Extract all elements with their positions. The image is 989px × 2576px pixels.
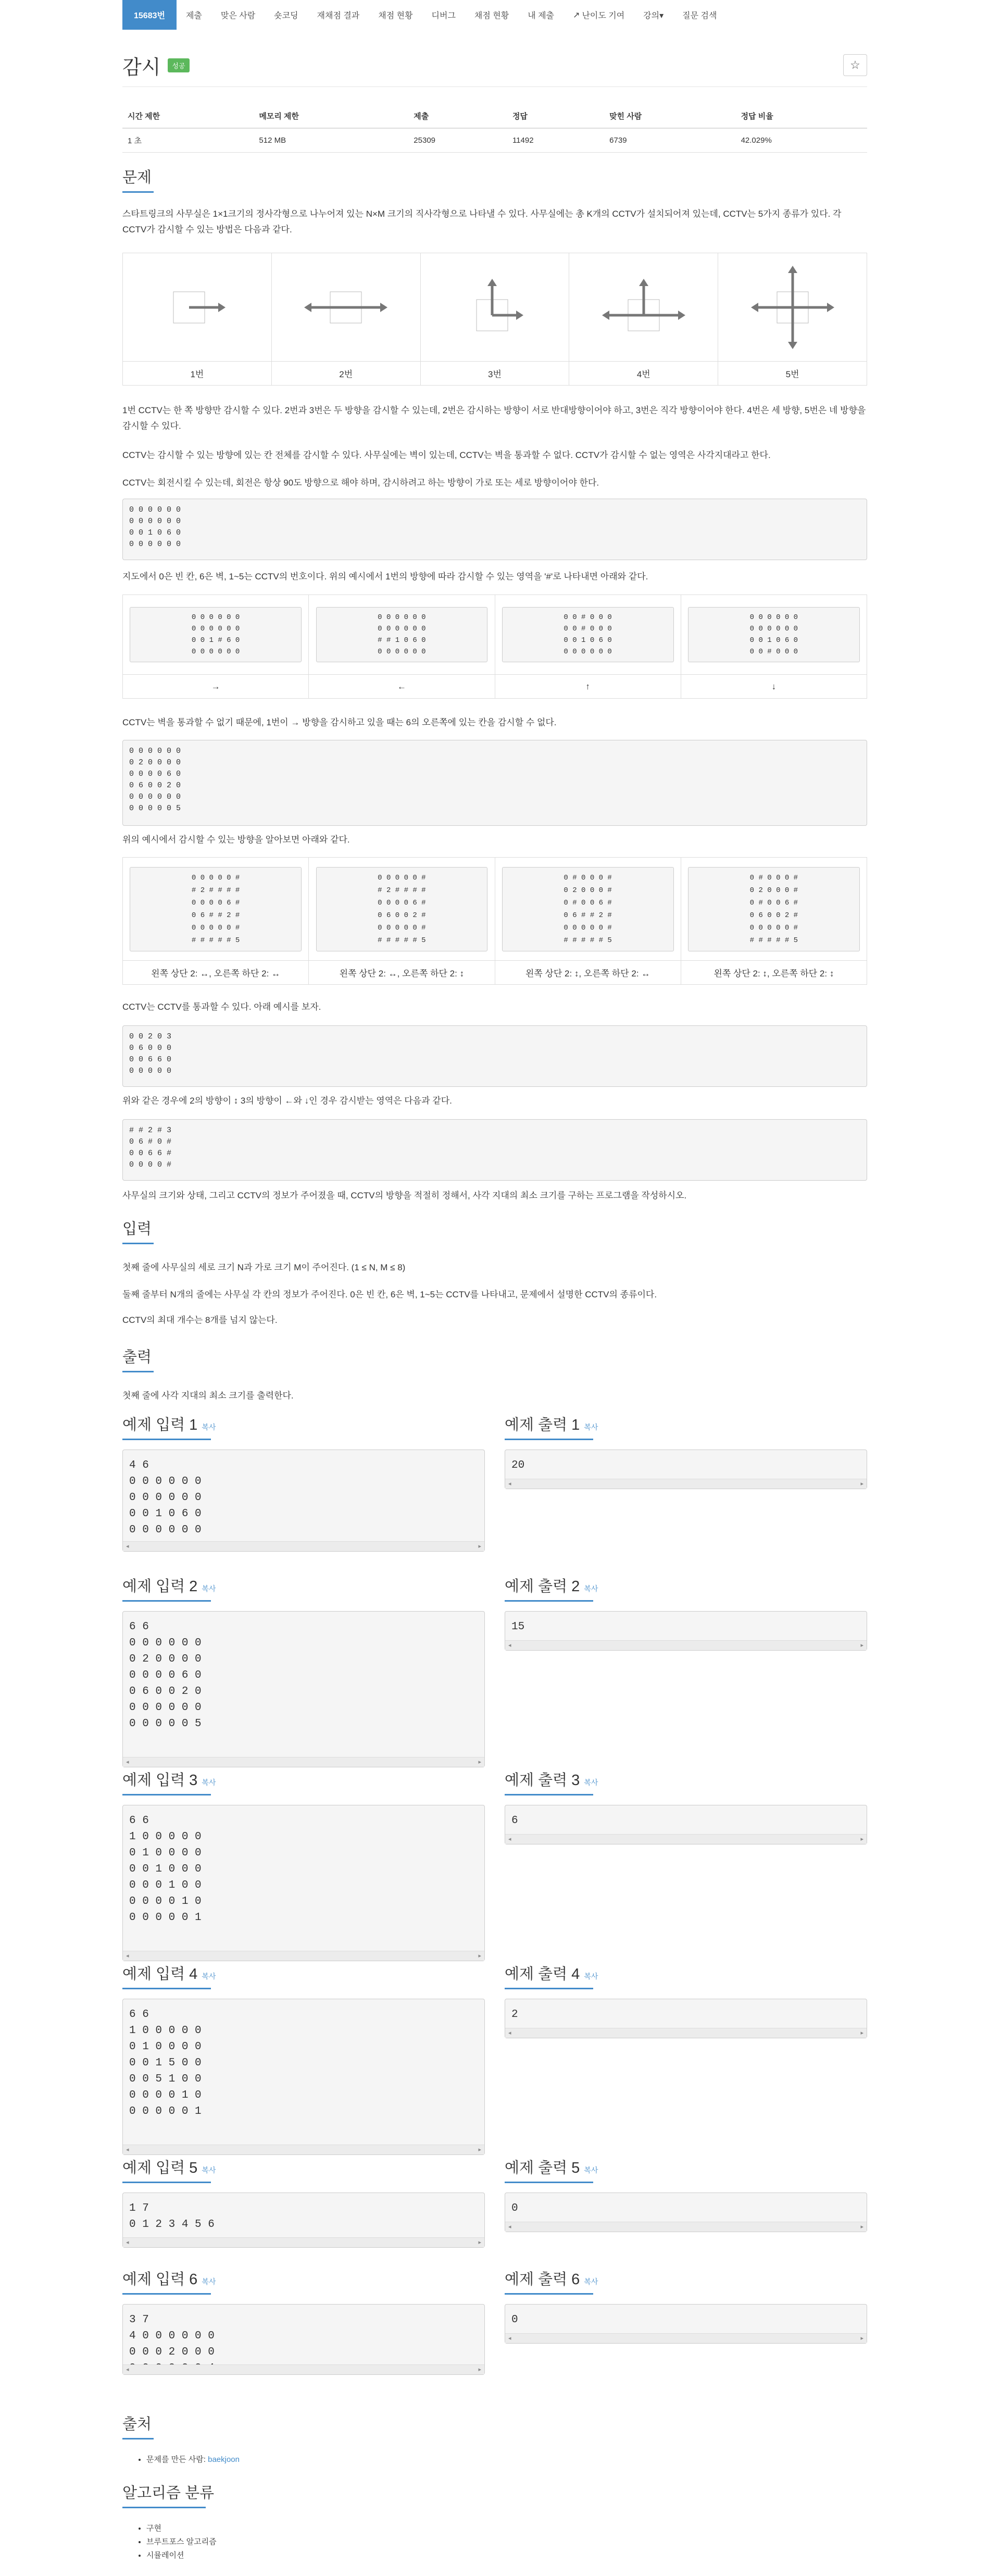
- sample-output-box[interactable]: 2 ◂ ▸: [505, 1999, 867, 2038]
- horizontal-scrollbar[interactable]: ◂ ▸: [505, 1479, 867, 1489]
- rotation-caption-2: 왼쪽 상단 2: ↔, 오른쪽 하단 2: ↕: [309, 961, 495, 984]
- page-title: 감시: [122, 56, 161, 79]
- horizontal-scrollbar[interactable]: ◂ ▸: [123, 2364, 484, 2374]
- input-desc-3: CCTV의 최대 개수는 8개를 넘지 않는다.: [122, 1315, 278, 1325]
- th-solvers: 맞힌 사람: [604, 104, 735, 128]
- copy-button[interactable]: 복사: [202, 2277, 216, 2286]
- direction-examples-figure: [122, 595, 867, 699]
- cctv-1-figure: [123, 253, 272, 361]
- copy-button[interactable]: 복사: [584, 1778, 598, 1787]
- direction-grid-left: 0 0 0 0 0 0 0 0 0 0 0 0 # # 1 0 6 0 0 0 0 0 0 0: [316, 607, 488, 662]
- th-time-limit: 시간 제한: [122, 104, 254, 128]
- td-solvers: 6739: [604, 128, 735, 153]
- td-accepted: 11492: [507, 128, 604, 153]
- cctv-2-figure: [272, 253, 421, 361]
- direction-grid-up: 0 0 # 0 0 0 0 0 # 0 0 0 0 0 1 0 6 0 0 0 0 0 0 0: [502, 607, 674, 662]
- horizontal-scrollbar[interactable]: ◂ ▸: [505, 1640, 867, 1650]
- tab-judge-status[interactable]: 채점 현황: [474, 11, 509, 20]
- desc-p6: CCTV는 벽을 통과할 수 없기 때문에, 1번이 → 방향을 감시하고 있을 때는 6의 오른쪽에 있는 칸을 감시할 수 없다.: [122, 717, 557, 727]
- rotation-examples-figure: [122, 857, 867, 985]
- output-desc: 첫째 줄에 사각 지대의 최소 크기를 출력한다.: [122, 1391, 294, 1401]
- desc-p9: 위와 같은 경우에 2의 방향이 ↕ 3의 방향이 ←와 ↓인 경우 감시받는 영역은 다음과 같다.: [122, 1096, 452, 1106]
- copy-button[interactable]: 복사: [202, 1972, 216, 1980]
- sample-output-title: 예제 출력 1 복사: [505, 1413, 598, 1440]
- desc-p1: 스타트링크의 사무실은 1×1크기의 정사각형으로 나누어져 있는 N×M 크기의 직사각형으로 나타낼 수 있다. 사무실에는 총 K개의 CCTV가 설치되어져 있는데, CCTV는 5가지 종류가 있다. 각 CCTV가 감시할 수 있는 방법은 다음과 같다.: [122, 209, 842, 234]
- example-grid-1: 0 0 0 0 0 0 0 0 0 0 0 0 0 0 1 0 6 0 0 0 0 0 0 0: [122, 499, 867, 560]
- horizontal-scrollbar[interactable]: ◂ ▸: [123, 2237, 484, 2247]
- sample-output-box[interactable]: 0 ◂ ▸: [505, 2304, 867, 2344]
- tab-lecture[interactable]: 강의▾: [643, 11, 664, 20]
- sample-output-box[interactable]: 20 ◂ ▸: [505, 1450, 867, 1489]
- source-item: • 문제를 만든 사람: baekjoon: [146, 2453, 240, 2467]
- th-memory-limit: 메모리 제한: [254, 104, 408, 128]
- algorithm-item[interactable]: • 시뮬레이션: [146, 2549, 217, 2562]
- sample-output-title: 예제 출력 4 복사: [505, 1962, 598, 1989]
- cctv-label-2: 2번: [272, 362, 421, 385]
- tab-short-coding[interactable]: 숏코딩: [274, 11, 298, 20]
- page-title-row: [122, 52, 867, 78]
- horizontal-scrollbar[interactable]: ◂ ▸: [505, 2333, 867, 2343]
- sample-input-title: 예제 입력 4 복사: [122, 1962, 216, 1989]
- example-grid-2: 0 0 0 0 0 0 0 2 0 0 0 0 0 0 0 0 6 0 0 6 0 0 2 0 0 0 0 0 0 0 0 0 0 0 0 5: [122, 740, 867, 826]
- cctv-label-3: 3번: [421, 362, 570, 385]
- td-time-limit: 1 초: [122, 128, 254, 153]
- sample-input-title: 예제 입력 3 복사: [122, 1768, 216, 1795]
- sample-input-title: 예제 입력 5 복사: [122, 2156, 216, 2183]
- example-grid-4: # # 2 # 3 0 6 # 0 # 0 0 6 6 # 0 0 0 0 #: [122, 1119, 867, 1181]
- algorithm-list: [122, 2522, 217, 2562]
- sample-input-box[interactable]: 4 6 0 0 0 0 0 0 0 0 0 0 0 0 0 0 1 0 6 0 0 0 0 0 0 0 ◂ ▸: [122, 1450, 485, 1552]
- rotation-grid-4: 0 # 0 0 0 # 0 2 0 0 0 # 0 # 0 0 6 # 0 6 0 0 2 # 0 0 0 0 0 # # # # # # 5: [688, 867, 860, 951]
- rotation-caption-4: 왼쪽 상단 2: ↕, 오른쪽 하단 2: ↕: [713, 969, 834, 979]
- sample-input-title: 예제 입력 6 복사: [122, 2268, 216, 2295]
- sample-input-box[interactable]: 1 7 0 1 2 3 4 5 6 ◂ ▸: [122, 2193, 485, 2248]
- horizontal-scrollbar[interactable]: ◂ ▸: [123, 2145, 484, 2154]
- cctv-5-figure: [718, 253, 867, 361]
- section-source-title: 출처: [122, 2412, 154, 2439]
- tab-my-submissions[interactable]: 내 제출: [528, 11, 555, 20]
- copy-button[interactable]: 복사: [202, 2166, 216, 2174]
- th-submissions: 제출: [408, 104, 507, 128]
- section-algorithm-title: 알고리즘 분류: [122, 2481, 214, 2508]
- th-ratio: 정답 비율: [736, 104, 867, 128]
- rotation-grid-1: 0 0 0 0 0 # # 2 # # # # 0 0 0 0 6 # 0 6 # # 2 # 0 0 0 0 0 # # # # # # 5: [130, 867, 302, 951]
- horizontal-scrollbar[interactable]: ◂ ▸: [505, 2028, 867, 2038]
- direction-grid-right: 0 0 0 0 0 0 0 0 0 0 0 0 0 0 1 # 6 0 0 0 0 0 0 0: [130, 607, 302, 662]
- cctv-4-figure: [569, 253, 718, 361]
- copy-button[interactable]: 복사: [584, 2166, 598, 2174]
- input-desc-1: 첫째 줄에 사무실의 세로 크기 N과 가로 크기 M이 주어진다. (1 ≤ N, M ≤ 8): [122, 1262, 406, 1272]
- arrow-down-label: ↓: [771, 681, 777, 691]
- horizontal-scrollbar[interactable]: ◂ ▸: [123, 1541, 484, 1551]
- sample-input-title: 예제 입력 2 복사: [122, 1575, 216, 1602]
- status-badge: 성공: [168, 58, 189, 72]
- rotation-grid-3: 0 # 0 0 0 # 0 2 0 0 0 # 0 # 0 0 6 # 0 6 # # 2 # 0 0 0 0 0 # # # # # # 5: [502, 867, 674, 951]
- section-input-title: 입력: [122, 1217, 154, 1244]
- tab-submit[interactable]: 제출: [185, 11, 202, 20]
- example-grid-3: 0 0 2 0 3 0 6 0 0 0 0 0 6 6 0 0 0 0 0 0: [122, 1025, 867, 1087]
- sample-output-box[interactable]: 0 ◂ ▸: [505, 2193, 867, 2232]
- rotation-caption-3: 왼쪽 상단 2: ↕, 오른쪽 하단 2: ↔: [495, 961, 681, 984]
- divider: [122, 86, 867, 87]
- copy-button[interactable]: 복사: [202, 1423, 216, 1431]
- tab-question-search[interactable]: 질문 검색: [682, 11, 717, 20]
- copy-button[interactable]: 복사: [584, 1972, 598, 1980]
- algorithm-item[interactable]: • 구현: [146, 2522, 217, 2535]
- copy-button[interactable]: 복사: [584, 1423, 598, 1431]
- copy-button[interactable]: 복사: [584, 1584, 598, 1593]
- sample-output-title: 예제 출력 3 복사: [505, 1768, 598, 1795]
- horizontal-scrollbar[interactable]: ◂ ▸: [123, 1757, 484, 1767]
- sample-output-title: 예제 출력 2 복사: [505, 1575, 598, 1602]
- cctv-types-figure: [122, 253, 867, 386]
- input-desc-2: 둘째 줄부터 N개의 줄에는 사무실 각 칸의 정보가 주어진다. 0은 빈 칸, 6은 벽, 1~5는 CCTV를 나타내고, 문제에서 설명한 CCTV의 종류이다.: [122, 1290, 657, 1299]
- arrow-right-label: →: [123, 675, 309, 698]
- cctv-label-1: 1번: [123, 362, 272, 385]
- problem-info-table: [122, 104, 867, 153]
- copy-button[interactable]: 복사: [202, 1584, 216, 1593]
- sample-output-title: 예제 출력 6 복사: [505, 2268, 598, 2295]
- horizontal-scrollbar[interactable]: ◂ ▸: [505, 1834, 867, 1844]
- copy-button[interactable]: 복사: [202, 1778, 216, 1787]
- sample-output-box[interactable]: 15 ◂ ▸: [505, 1611, 867, 1651]
- horizontal-scrollbar[interactable]: ◂ ▸: [123, 1951, 484, 1961]
- section-problem-title: 문제: [122, 166, 154, 193]
- sample-output-box[interactable]: 6 ◂ ▸: [505, 1805, 867, 1844]
- problem-nav: [122, 0, 726, 30]
- horizontal-scrollbar[interactable]: ◂ ▸: [505, 2222, 867, 2232]
- arrow-left-label: ←: [309, 675, 495, 698]
- desc-p2: 1번 CCTV는 한 쪽 방향만 감시할 수 있다. 2번과 3번은 두 방향을 감시할 수 있는데, 2번은 감시하는 방향이 서로 반대방향이어야 하고, 3번은 직각 방향이어야 한다. 4번은 세 방향, 5번은 네 방향을 감시할 수 있다.: [122, 405, 866, 431]
- sample-input-box[interactable]: 3 7 4 0 0 0 0 0 0 0 0 0 2 0 0 0 ◂ ▸: [122, 2304, 485, 2375]
- algorithm-item[interactable]: • 브루트포스 알고리즘: [146, 2535, 217, 2549]
- sample-output-title: 예제 출력 5 복사: [505, 2156, 598, 2183]
- external-link-icon: ↗: [573, 10, 580, 20]
- tab-difficulty[interactable]: ↗ 난이도 기여: [573, 10, 625, 20]
- td-submissions: 25309: [408, 128, 507, 153]
- td-ratio: 42.029%: [736, 128, 867, 153]
- th-accepted: 정답: [507, 104, 604, 128]
- tab-status[interactable]: 채점 현황: [378, 11, 413, 20]
- star-button[interactable]: [843, 54, 867, 76]
- rotation-caption-1: 왼쪽 상단 2: ↔, 오른쪽 하단 2: ↔: [123, 961, 309, 984]
- cctv-3-figure: [421, 253, 570, 361]
- sample-input-box[interactable]: 6 6 1 0 0 0 0 0 0 1 0 0 0 0 0 0 1 0 0 0 0 0 0 1 0 0 0 0 0 0 1 0 0 0 0 0 0 1 ◂ ▸: [122, 1805, 485, 1961]
- sample-input-box[interactable]: 6 6 0 0 0 0 0 0 0 2 0 0 0 0 0 0 0 0 6 0 0 6 0 0 2 0 0 0 0 0 0 0 0 0 0 0 0 5 ◂ ▸: [122, 1611, 485, 1767]
- desc-p4: CCTV는 회전시킬 수 있는데, 회전은 항상 90도 방향으로 해야 하며, 감시하려고 하는 방향이 가로 또는 세로 방향이어야 한다.: [122, 478, 599, 488]
- source-list: [122, 2453, 240, 2467]
- sample-input-title: 예제 입력 1 복사: [122, 1413, 216, 1440]
- copy-button[interactable]: 복사: [584, 2277, 598, 2286]
- tab-accepted-users[interactable]: 맞은 사람: [220, 11, 256, 20]
- author-link[interactable]: baekjoon: [208, 2455, 240, 2464]
- desc-p10: 사무실의 크기와 상태, 그리고 CCTV의 정보가 주어졌을 때, CCTV의 방향을 적절히 정해서, 사각 지대의 최소 크기를 구하는 프로그램을 작성하시오.: [122, 1191, 687, 1200]
- desc-p5: 지도에서 0은 빈 칸, 6은 벽, 1~5는 CCTV의 번호이다. 위의 예시에서 1번의 방향에 따라 감시할 수 있는 영역을 '#'로 나타내면 아래와 같다.: [122, 572, 648, 581]
- direction-grid-down: 0 0 0 0 0 0 0 0 0 0 0 0 0 0 1 0 6 0 0 0 # 0 0 0: [688, 607, 860, 662]
- desc-p8: CCTV는 CCTV를 통과할 수 있다. 아래 예시를 보자.: [122, 1002, 321, 1012]
- tab-problem-number[interactable]: 15683번: [122, 0, 177, 30]
- sample-input-box[interactable]: 6 6 1 0 0 0 0 0 0 1 0 0 0 0 0 0 1 5 0 0 0 0 5 1 0 0 0 0 0 0 1 0 0 0 0 0 0 1 ◂ ▸: [122, 1999, 485, 2155]
- rotation-grid-2: 0 0 0 0 0 # # 2 # # # # 0 0 0 0 6 # 0 6 0 0 2 # 0 0 0 0 0 # # # # # # 5: [316, 867, 488, 951]
- star-icon: ☆: [850, 58, 860, 71]
- section-output-title: 출력: [122, 1345, 154, 1372]
- tab-debug[interactable]: 디버그: [431, 11, 456, 20]
- desc-p7: 위의 예시에서 감시할 수 있는 방향을 알아보면 아래와 같다.: [122, 835, 350, 845]
- arrow-up-label: ↑: [495, 675, 681, 698]
- desc-p3: CCTV는 감시할 수 있는 방향에 있는 칸 전체를 감시할 수 있다. 사무실에는 벽이 있는데, CCTV는 벽을 통과할 수 없다. CCTV가 감시할 수 없는 영역은 사각지대라고 한다.: [122, 450, 771, 460]
- td-memory-limit: 512 MB: [254, 128, 408, 153]
- tab-rejudge-result[interactable]: 재채점 결과: [317, 11, 360, 20]
- cctv-label-5: 5번: [785, 369, 799, 379]
- cctv-label-4: 4번: [569, 362, 718, 385]
